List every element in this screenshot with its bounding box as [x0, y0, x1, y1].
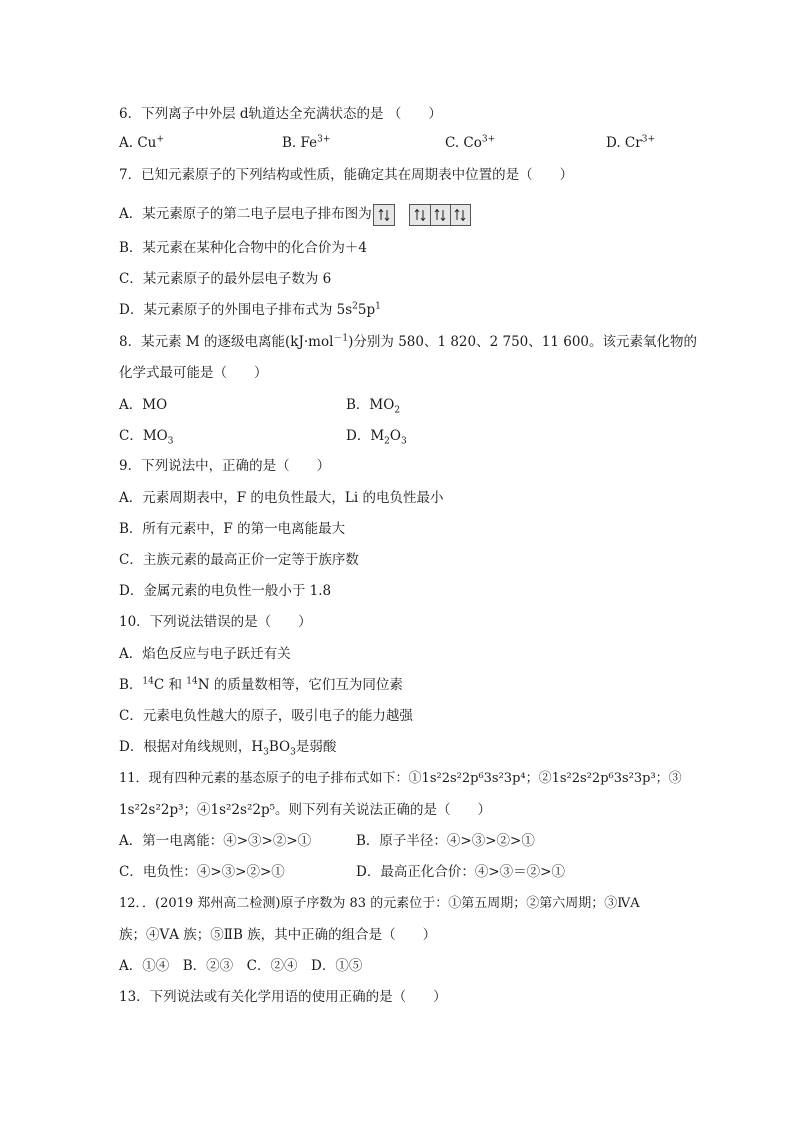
question-11-option-a[interactable]: A．第一电离能：④>③>②>① [119, 833, 312, 849]
question-8-option-c[interactable]: C．$MO_3$ [119, 428, 174, 447]
question-7-option-d[interactable]: D．某元素原子的外围电子排布式为 $5s^25p^1$ [119, 301, 381, 318]
question-11-stem-line-2: 1s²2s²2p³；④1s²2s²2p⁵。则下列有关说法正确的是（ ） [119, 802, 492, 818]
question-10-option-b[interactable]: B．$^{14}$C 和 $^{14}$N 的质量数相等，它们互为同位素 [119, 676, 403, 693]
question-8-option-d[interactable]: D．$M_2O_3$ [346, 428, 407, 447]
question-8-stem-line-2: 化学式最可能是（ ） [119, 365, 268, 381]
question-7-option-c[interactable]: C．某元素原子的最外层电子数为 6 [119, 271, 332, 287]
question-11-option-c[interactable]: C．电负性：④>③>②>① [119, 864, 285, 880]
question-9-option-a[interactable]: A．元素周期表中，F 的电负性最大，Li 的电负性最小 [119, 490, 444, 506]
question-6-option-a[interactable]: A. Cu+ [119, 134, 164, 151]
question-9-option-d[interactable]: D．金属元素的电负性一般小于 1.8 [119, 583, 332, 599]
question-8-option-b[interactable]: B．$MO_2$ [346, 397, 401, 416]
question-6-option-d[interactable]: D. $Cr^{3+}$ [606, 134, 655, 151]
question-8-stem-line-1: 8．某元素 M 的逐级电离能(kJ·mol$^{-1}$)分别为 580、1 820、2 750、11 600。该元素氧化物的 [119, 333, 697, 350]
orbital-gap [395, 204, 409, 226]
up-down-arrows-icon [377, 208, 391, 222]
question-10-option-c[interactable]: C．元素电负性越大的原子，吸引电子的能力越强 [119, 708, 413, 724]
s-orbital-box [374, 205, 394, 225]
question-9-stem: 9．下列说法中，正确的是（ ） [119, 458, 331, 474]
question-7-stem: 7．已知元素原子的下列结构或性质，能确定其在周期表中位置的是（ ） [119, 167, 574, 183]
question-9-option-c[interactable]: C．主族元素的最高正价一定等于族序数 [119, 552, 359, 568]
question-12-options[interactable]: A．①④ B．②③ C．②④ D．①⑤ [119, 958, 363, 974]
question-11-option-b[interactable]: B．原子半径：④>③>②>① [356, 833, 535, 849]
question-8-option-a[interactable]: A．MO [119, 397, 168, 413]
question-10-option-a[interactable]: A．焰色反应与电子跃迁有关 [119, 646, 291, 662]
p-orbital-box-3 [450, 205, 470, 225]
p-orbital-box-1 [410, 205, 430, 225]
question-7-option-a[interactable]: A．某元素原子的第二电子层电子排布图为 [119, 203, 471, 226]
question-6-option-c[interactable]: C. $Co^{3+}$ [445, 134, 496, 151]
question-6-stem: 6．下列离子中外层 d轨道达全充满状态的是 （ ） [119, 106, 442, 122]
up-down-arrows-icon [413, 208, 427, 222]
orbital-diagram [373, 204, 471, 226]
question-13-stem: 13．下列说法或有关化学用语的使用正确的是（ ） [119, 989, 447, 1005]
question-7-option-b[interactable]: B．某元素在某种化合物中的化合价为＋4 [119, 240, 368, 256]
up-down-arrows-icon [433, 208, 447, 222]
question-6-option-b[interactable]: B. $Fe^{3+}$ [282, 134, 331, 151]
question-10-stem: 10．下列说法错误的是（ ） [119, 614, 312, 630]
question-10-option-d[interactable]: D．根据对角线规则，$H_3BO_3$是弱酸 [119, 739, 337, 758]
question-9-option-b[interactable]: B．所有元素中，F 的第一电离能最大 [119, 521, 346, 537]
s-orbital-group [373, 204, 395, 226]
question-12-stem-line-1: 12．．(2019 郑州高二检测)原子序数为 83 的元素位于：①第五周期；②第六周期；③ⅣA [119, 896, 640, 911]
question-11-option-d[interactable]: D．最高正化合价：④>③＝②>① [356, 864, 565, 880]
up-down-arrows-icon [453, 208, 467, 222]
question-11-stem-line-1: 11．现有四种元素的基态原子的电子排布式如下：①1s²2s²2p⁶3s²3p⁴；②1s²2s²2p⁶3s²3p³；③ [119, 771, 682, 786]
question-12-stem-line-2: 族；④ⅤA 族；⑤ⅡB 族，其中正确的组合是（ ） [119, 927, 437, 943]
p-orbital-group [409, 204, 471, 226]
p-orbital-box-2 [430, 205, 450, 225]
